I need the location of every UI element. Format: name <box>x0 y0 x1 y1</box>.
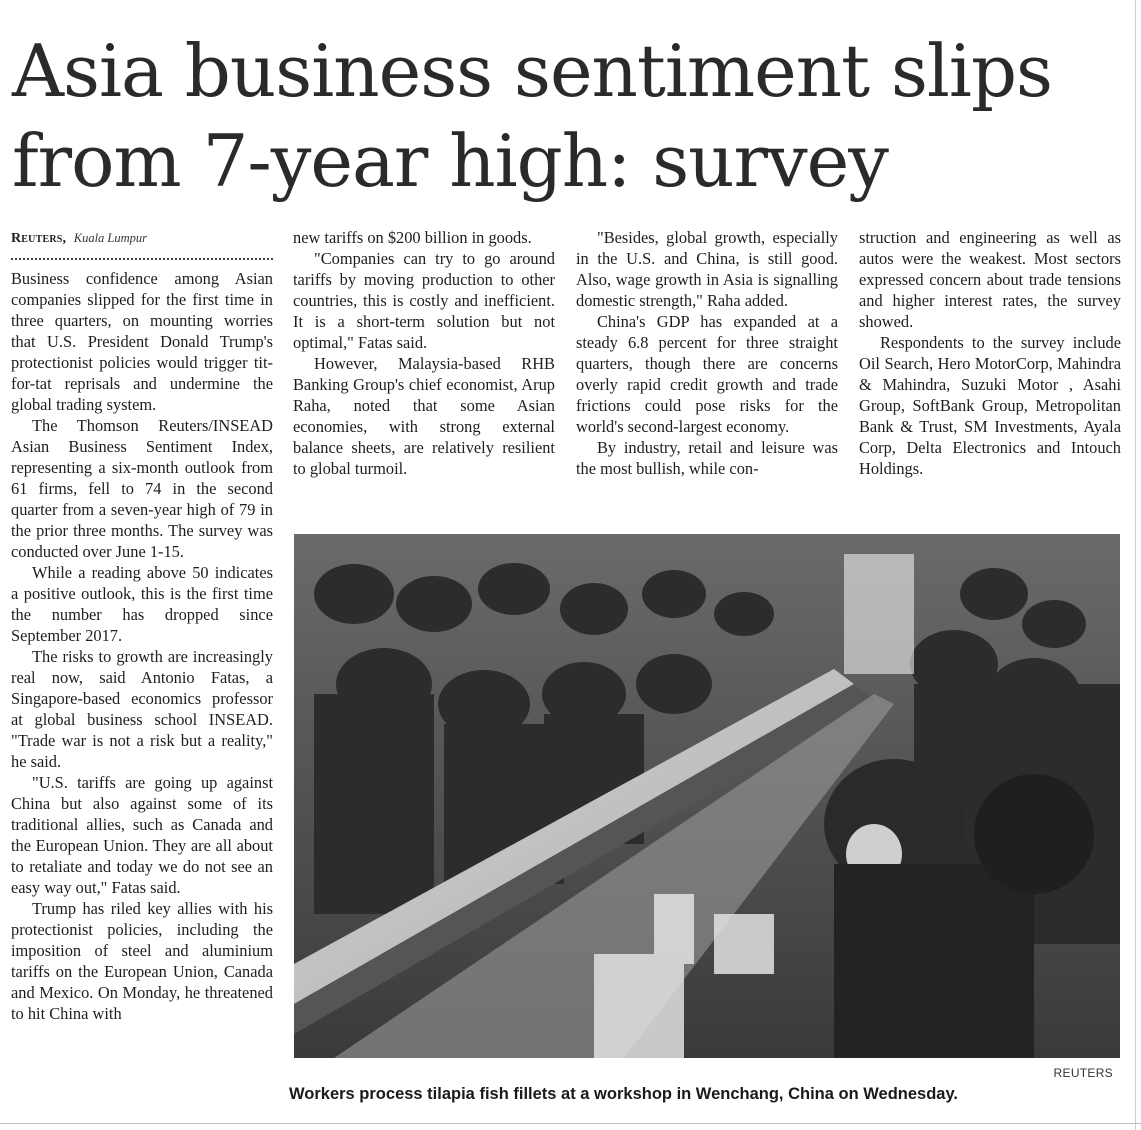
byline-agency: Reuters, <box>11 231 67 246</box>
paragraph: China's GDP has expanded at a steady 6.8 percent for three straight quarters, though there are concerns overly rapid credit growth and trade frictions could pose risks for the world's second-largest economy. <box>576 312 838 436</box>
article-column-1 <box>11 268 273 1024</box>
article-column-2 <box>293 227 555 479</box>
byline-location: Kuala Lumpur <box>73 231 148 245</box>
paragraph: Business confidence among Asian companies slipped for the first time in three quarters, on mounting worries that U.S. President Donald Trump's protectionist policies would trigger tit-for-tat reprisals and undermine the global trading system. <box>11 269 273 414</box>
paragraph: new tariffs on $200 billion in goods. <box>293 228 532 247</box>
article-column-4 <box>859 227 1121 479</box>
photo-credit: REUTERS <box>1053 1066 1113 1080</box>
factory-workers-image <box>294 534 1120 1058</box>
article-column-3 <box>576 227 838 479</box>
paragraph: However, Malaysia-based RHB Banking Group's chief economist, Arup Raha, noted that some Asian economies, with strong external balance sheets, are relatively resilient to global turmoil. <box>293 354 555 478</box>
paragraph: By industry, retail and leisure was the most bullish, while con- <box>576 438 838 478</box>
paragraph: struction and engineering as well as autos were the weakest. Most sectors expressed concern about trade tensions and higher interest rates, the survey showed. <box>859 228 1121 331</box>
page-border-bottom <box>0 1123 1141 1124</box>
page-border-right <box>1135 0 1136 1130</box>
paragraph: The risks to growth are increasingly real now, said Antonio Fatas, a Singapore-based economics professor at global business school INSEAD. "Trade war is not a risk but a reality," he said. <box>11 647 273 771</box>
paragraph: "Besides, global growth, especially in the U.S. and China, is still good. Also, wage growth in Asia is signalling domestic strength," Raha added. <box>576 228 838 310</box>
paragraph: While a reading above 50 indicates a positive outlook, this is the first time the number has dropped since September 2017. <box>11 563 273 645</box>
paragraph: "Companies can try to go around tariffs by moving production to other countries, this is costly and inefficient. It is a short-term solution but not optimal," Fatas said. <box>293 249 555 352</box>
paragraph: The Thomson Reuters/INSEAD Asian Business Sentiment Index, representing a six-month outlook from 61 firms, fell to 74 in the second quarter from a seven-year high of 79 in the prior three months. The survey was conducted over June 1-15. <box>11 416 273 561</box>
photo-caption: Workers process tilapia fish fillets at a workshop in Wenchang, China on Wednesday. <box>289 1085 959 1103</box>
dotted-divider <box>11 258 273 260</box>
headline: Asia business sentiment slips from 7-year high: survey <box>12 29 1052 203</box>
paragraph: Respondents to the survey include Oil Search, Hero MotorCorp, Mahindra & Mahindra, Suzuki Motor , Asahi Group, SoftBank Group, Metropolitan Bank & Trust, SM Investments, Ayala Corp, Delta Electronics and Intouch Holdings. <box>859 333 1121 478</box>
paragraph: Trump has riled key allies with his protectionist policies, including the imposition of steel and aluminium tariffs on the European Union, Canada and Mexico. On Monday, he threatened to hit China with <box>11 899 273 1023</box>
news-photo <box>294 534 1120 1058</box>
paragraph: "U.S. tariffs are going up against China but also against some of its traditional allies, such as Canada and the European Union. They are all about to retaliate and today we do not see an easy way out," Fatas said. <box>11 773 273 897</box>
byline <box>11 228 273 249</box>
